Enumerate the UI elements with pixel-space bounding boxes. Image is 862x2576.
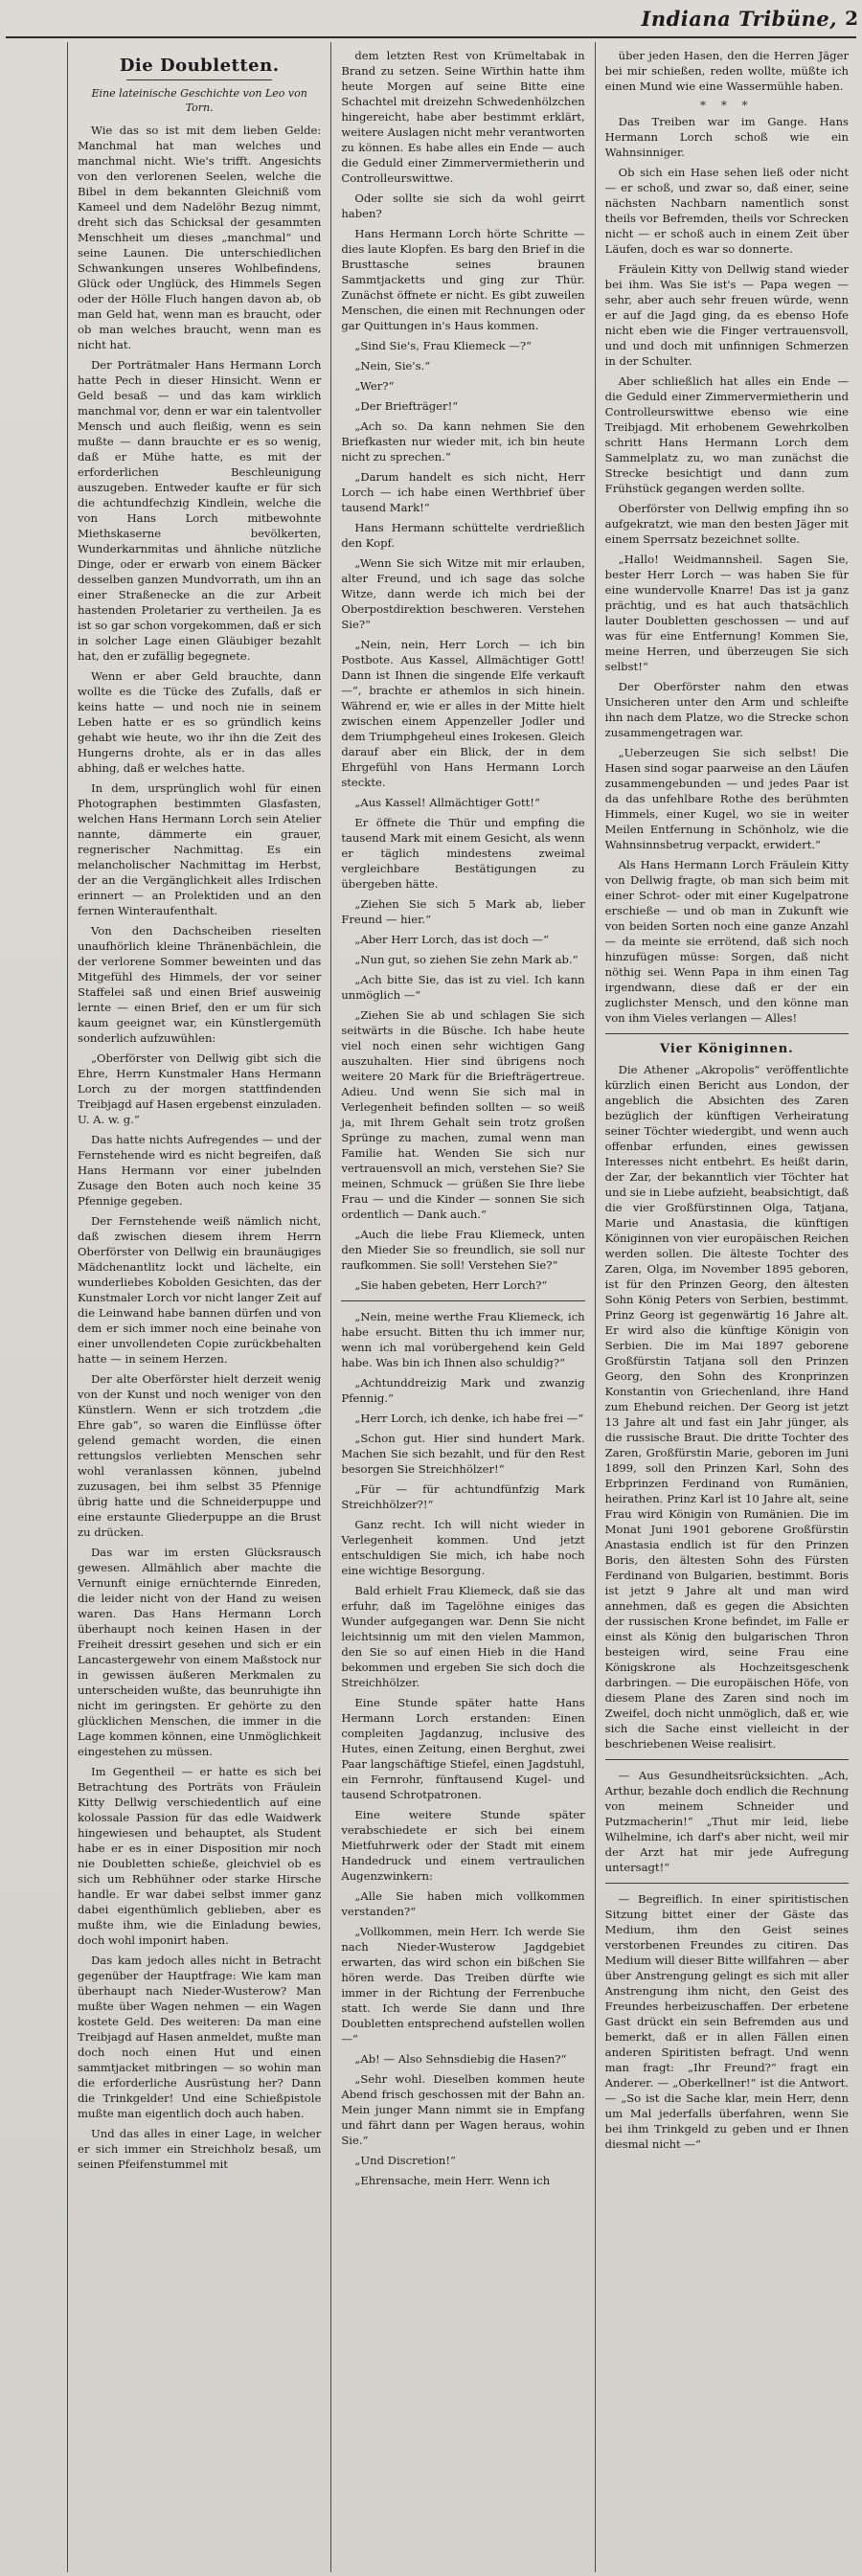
column-3	[595, 42, 858, 2572]
story-title: Die Doubletten.	[119, 56, 280, 76]
paragraph: „Ueberzeugen Sie sich selbst! Die Hasen sind sogar paarweise an den Läufen zusammengebunden — und jedes Paar ist da das unfehlbare Rothe des berühmten Himmels, einer Kugel, wo sie in weiter Meilen Entfernung in Schönholz, wie die Wahnsinnsbetrug verpackt, erwidert.“	[604, 746, 849, 851]
paragraph: Das war im ersten Glücksrausch gewesen. Allmählich aber machte die Vernunft einige ernüchternde Einreden, die leider nicht von der Hand zu weisen waren. Das Hans Hermann Lorch überhaupt noch keinen Hasen in der Freiheit dressirt gesehen und sich er ein Lancastergewehr von einem Maßstock nur in gewissen äußeren Merkmalen zu unterscheiden wußte, das beunruhigte ihn nicht im geringsten. Er gehörte zu den glücklichen Menschen, die immer in die Lage kommen können, eine Unmöglichkeit eingestehen zu müssen.	[78, 1546, 322, 1758]
paragraph: „Sie haben gebeten, Herr Lorch?“	[354, 1278, 548, 1292]
paragraph: — Begreiflich. In einer spiritistischen Sitzung bittet einer der Gäste das Medium, ihm den Geist seines verstorbenen Freundes zu citiren. Das Medium will dieser Bitte willfahren — aber über Anstrengung gelingt es sich mit aller Anstrengung ihm nicht, den Geist des Freundes herbeizuschaffen. Der erbetene Gast drückt ein sein Befremden aus und bemerkt, daß er in allen Fällen einen anderen Spiritisten befragt. Und wenn man fragt: „Ihr Freund?“ fragt ein Anderer. — „Oberkellner!“ ist die Antwort. — „So ist die Sache klar, mein Herr, denn um Mal jederfalls überfahren, wenn Sie bei ihm Trinkgeld zu geben und er Ihnen diesmal nicht —“	[604, 1892, 849, 2151]
paragraph: „Nein, Sie's.“	[354, 359, 431, 373]
paragraph: Hans Hermann Lorch hörte Schritte — dies laute Klopfen. Es barg den Brief in die Brusttasche seines braunen Sammtjacketts und ging zur Thür. Zunächst öffnete er nicht. Es gibt zuweilen Menschen, die einen mit Rechnungen oder gar Quittungen in's Haus kommen.	[341, 227, 585, 332]
article-columns	[67, 42, 858, 2572]
paragraph: Und das alles in einer Lage, in welcher er sich immer ein Streichholz besaß, um seinen Pfeifenstummel mit	[78, 2127, 322, 2171]
title-rule	[126, 79, 273, 80]
paragraph: „Hallo! Weidmannsheil. Sagen Sie, bester Herr Lorch — was haben Sie für eine wundervolle Knarre! Das ist ja ganz prächtig, und es hat auch thatsächlich lauter Doubletten geschossen — und auf was für eine Entfernung! Kommen Sie, meine Herren, und überzeugen Sie sich selbst!“	[604, 553, 849, 673]
paragraph: „Aber Herr Lorch, das ist doch —“	[354, 933, 550, 946]
paragraph: „Der Briefträger!“	[354, 399, 459, 413]
top-rule	[6, 36, 856, 38]
paragraph: „Ach bitte Sie, das ist zu viel. Ich kann unmöglich —“	[341, 973, 585, 1002]
masthead	[642, 6, 862, 31]
article-divider	[605, 1883, 849, 1884]
paragraph: Eine weitere Stunde später verabschiedete er sich bei einem Mietfuhrwerk oder der Stadt mit einem Handedruck und einem vertraulichen Augenzwinkern:	[341, 1808, 585, 1883]
section-title: Vier Königinnen.	[659, 1042, 794, 1056]
column-1	[67, 42, 330, 2572]
paragraph: Der Fernstehende weiß nämlich nicht, daß zwischen diesem ihrem Herrn Oberförster von Dellwig ein braunäugiges Mädchenantlitz lockt und lächelte, ein wunderliebes Kobolden Gesichten, das der Kunstmaler Lorch vor nicht langer Zeit auf die Leinwand habe bannen dürfen und von dem er sich immer noch eine beinahe von einer unvollendeten Copie zurückbehalten hatte — in seinem Herzen.	[78, 1214, 322, 1366]
paragraph: „Ab! — Also Sehnsdiebig die Hasen?“	[354, 2052, 567, 2066]
paragraph: dem letzten Rest von Krümeltabak in Brand zu setzen. Seine Wirthin hatte ihm heute Morgen auf seine Bitte eine Schachtel mit dreizehn Schwedenhölzchen hingereicht, habe aber bestimmt erklärt, weitere Auslagen nicht mehr verantworten zu können. Es habe alles ein Ende — auch die Geduld einer Zimmervermietherin und Controlleurswittwe.	[341, 49, 585, 185]
paragraph: „Herr Lorch, ich denke, ich habe frei —“	[354, 1412, 584, 1425]
paragraph: „Wenn Sie sich Witze mit mir erlauben, alter Freund, und ich sage das solche Witze, dann werde ich mich bei der Oberpostdirektion beschweren. Verstehen Sie?“	[341, 556, 585, 631]
paragraph: „Vollkommen, mein Herr. Ich werde Sie nach Nieder-Wusterow Jagdgebiet erwarten, das wird schon ein bißchen Sie hören werde. Das Treiben dürfte wie immer in der Richtung der Ferrenbuche statt. Ich werde Sie dann und Ihre Doubletten entsprechend aufstellen wollen —“	[341, 1925, 585, 2045]
paragraph: Ob sich ein Hase sehen ließ oder nicht — er schoß, und zwar so, daß einer, seine nächsten Nachbarn namentlich sonst theils vor Befremden, theils vor Schrecken nicht — er schoß auch in einem Zeit über Läufen, doch es war so donnerte.	[604, 166, 849, 256]
paragraph: „Oberförster von Dellwig gibt sich die Ehre, Herrn Kunstmaler Hans Hermann Lorch zu der morgen stattfindenden Treibjagd auf Hasen ergebenst einzuladen. U. A. w. g.“	[78, 1051, 322, 1126]
paragraph: Die Athener „Akropolis“ veröffentlichte kürzlich einen Bericht aus London, der angeblich die Absichten des Zaren bezüglich der künftigen Verheiratung seiner Töchter wiedergibt, und wenn auch offenbar erfunden, eines gewissen Interesses nicht entbehrt. Es heißt darin, der Zar, der bekanntlich vier Töchter hat und sie in Liebe aufzieht, beabsichtigt, daß die vier Großfürstinnen Olga, Tatjana, Marie und Anastasia, die künftigen Königinnen von vier europäischen Reichen werden sollen. Die älteste Tochter des Zaren, Olga, im November 1895 geboren, ist für den Prinzen Georg, den ältesten Sohn König Peters von Serbien, bestimmt. Prinz Georg ist gegenwärtig 16 Jahre alt. Er wird also die künftige Königin von Serbien. Die im Mai 1897 geborene Großfürstin Tatjana soll den Prinzen Georg, den Sohn des Kronprinzen Konstantin von Griechenland, ihre Hand zum Ehebund reichen. Der Georg ist jetzt 13 Jahre alt und fast ein Jahr jünger, als die russische Braut. Die dritte Tochter des Zaren, Großfürstin Marie, geboren im Juni 1899, soll den Prinzen Karl, Sohn des Erbprinzen Ferdinand von Rumänien, heirathen. Prinz Karl ist 10 Jahre alt, seine Frau wird Königin von Rumänien. Die im Monat Juni 1901 geborene Großfürstin Anastasia endlich ist für den Prinzen Boris, den ältesten Sohn des Fürsten Ferdinand von Bulgarien, bestimmt. Boris ist jetzt 9 Jahre alt und man wird annehmen, daß es gegen die Absichten der russischen Krone befindet, im Falle er einst als König den bulgarischen Thron besteigen wird, seine Frau eine Königskrone als Hochzeitsgeschenk darbringen. — Die europäischen Höfe, von diesem Plane des Zaren sind noch im Zweifel, doch nicht unmöglich, daß er, wie sich die Sache einst vielleicht in der beschriebenen Weise realisirt.	[604, 1063, 849, 1751]
paragraph: Er öffnete die Thür und empfing die tausend Mark mit einem Gesicht, als wenn er täglich mindestens zweimal vergleichbare Bestätigungen zu übergeben hätte.	[341, 816, 585, 891]
paragraph: Bald erhielt Frau Kliemeck, daß sie das erfuhr, daß im Tagelöhne einiges das Wunder aufgegangen war. Denn Sie nicht leichtsinnig um mit den vielen Mammon, den Sie so auf einen Hieb in die Hand bekommen und ergeben Sie sich doch die Streichhölzer.	[341, 1584, 585, 1689]
paragraph: „Für — für achtundfünfzig Mark Streichhölzer?!“	[341, 1482, 585, 1511]
paragraph: Wenn er aber Geld brauchte, dann wollte es die Tücke des Zufalls, daß er keins hatte — und noch nie in seinem Leben hatte er es so gründlich keins gehabt wie heute, wo ihr ihn die Zeit des Hungerns drohte, als er in das alles abhing, daß er welches hatte.	[78, 669, 322, 775]
scene-ornament: * * *	[700, 99, 754, 112]
paragraph: „Achtunddreizig Mark und zwanzig Pfennig.“	[341, 1376, 585, 1405]
paragraph: „Ach so. Da kann nehmen Sie den Briefkasten nur wieder mit, ich bin heute nicht zu sprechen.“	[341, 419, 585, 463]
paragraph: Oder sollte sie sich da wohl geirrt haben?	[341, 192, 585, 220]
paragraph: Hans Hermann schüttelte verdrießlich den Kopf.	[341, 521, 585, 550]
paragraph: Wie das so ist mit dem lieben Gelde: Manchmal hat man welches und manchmal nicht. Wie's trifft. Angesichts von den verlorenen Seelen, welche die Bibel in dem bekannten Gleichniß vom Kameel und dem Nadelöhr Bezug nimmt, dreht sich das Schicksal der gesammten Menschheit um dieses „manchmal“ und seine Launen. Die unterschiedlichen Schwankungen unseres Wohlbefindens, Glück oder Unglück, des Himmels Segen oder der Hölle Fluch hangen davon ab, ob man Geld hat, wenn man es braucht, oder ob man welches braucht, wenn man es nicht hat.	[78, 124, 322, 351]
paragraph: Eine Stunde später hatte Hans Hermann Lorch erstanden: Einen compleiten Jagdanzug, inclusive des Hutes, einen Zeitung, einen Berghut, zwei Paar langschäftige Stiefel, einen Jagdstuhl, ein Fernrohr, fünftausend Kugel- und tausend Schrotpatronen.	[341, 1696, 585, 1801]
paragraph: Das Treiben war im Gange. Hans Hermann Lorch schoß wie ein Wahnsinniger.	[604, 115, 849, 159]
paragraph: „Wer?“	[354, 379, 395, 393]
paragraph: Der alte Oberförster hielt derzeit wenig von der Kunst und noch weniger von den Künstlern. Wenn er sich trotzdem „die Ehre gab“, so waren die Einflüsse öfter gelend gemacht worden, die einen rettungslos verliebten Menschen sehr wohl veranlassen können, jubelnd zuzusagen, bei ihm selbst 35 Pfennige übrig hatte und die Schneiderpuppe und eine erstaunte Gliederpuppe an die Brust zu drücken.	[78, 1372, 322, 1539]
article-divider	[605, 1759, 849, 1760]
paragraph: „Nun gut, so ziehen Sie zehn Mark ab.“	[354, 953, 578, 966]
paragraph: Von den Dachscheiben rieselten unaufhörlich kleine Thränenbächlein, die der verlorene Sommer beweinten und das Mitgefühl des Himmels, der vor seiner Staffelei saß und einen Brief ausweinig lernte — einen Brief, den er um für sich kaum geeignet war, ein Künstlergemüth sonderlich aufzuwühlen:	[78, 924, 322, 1045]
paragraph: „Darum handelt es sich nicht, Herr Lorch — ich habe einen Werthbrief über tausend Mark!“	[341, 470, 585, 514]
paragraph: „Und Discretion!“	[354, 2154, 456, 2167]
paragraph: Oberförster von Dellwig empfing ihn so aufgekratzt, wie man den besten Jäger mit einem Sperrsatz bezeichnet sollte.	[604, 502, 849, 546]
column-2	[330, 42, 594, 2572]
article-divider	[341, 1300, 584, 1301]
paragraph: „Schon gut. Hier sind hundert Mark. Machen Sie sich bezahlt, und für den Rest besorgen Sie Streichhölzer!“	[341, 1432, 585, 1476]
paragraph: „Aus Kassel! Allmächtiger Gott!“	[354, 796, 540, 809]
paragraph: Fräulein Kitty von Dellwig stand wieder bei ihm. Was Sie ist's — Papa wegen — sehr, aber auch sehr freuen würde, wenn er auf die Jagd ging, da es ebenso Hofe nicht eben wie die Finger vertrauensvoll, und und doch mit unfinnigen Schmerzen in der Schulter.	[604, 262, 849, 368]
paragraph: In dem, ursprünglich wohl für einen Photographen bestimmten Glasfasten, welchen Hans Hermann Lorch sein Atelier nannte, dämmerte ein grauer, regnerischer Nachmittag. Es ein melancholischer Nachmittag im Herbst, der an die Vergänglichkeit alles Irdischen erinnert — an Prolektiden und an den fernen Winteraufenthalt.	[78, 781, 322, 917]
paragraph: Im Gegentheil — er hatte es sich bei Betrachtung des Porträts von Fräulein Kitty Dellwig verschiedentlich auf eine kolossale Passion für das edle Waidwerk hingewiesen und behauptet, als Student habe er es in einer Disposition mir noch nie Doubletten schieße, gleichviel ob es sich um Rebhühner oder starke Hirsche handle. Er war dabei selbst immer ganz dabei eigenthümlich geblieben, aber es mußte ihm, wie die Einladung bewies, doch wohl imponirt haben.	[78, 1765, 322, 1947]
paragraph: Der Oberförster nahm den etwas Unsicheren unter den Arm und schleifte ihn nach dem Platze, wo die Strecke schon zusammengetragen war.	[604, 680, 849, 739]
page-number: 2	[845, 7, 858, 30]
paragraph: „Ziehen Sie ab und schlagen Sie sich seitwärts in die Büsche. Ich habe heute viel noch einen sehr wichtigen Gang auszuhalten. Hier sind übrigens noch weitere 20 Mark für die Briefträgertreue. Adieu. Und wenn Sie sich mal in Verlegenheit befinden sollten — so weiß ja, mit Ihrem Gehalt sein trotz großen Sprünge zu machen, zumal wenn man Familie hat. Wenden Sie sich nur vertrauensvoll an mich, verstehen Sie? Sie meinen, Schmuck — grüßen Sie Ihre liebe Frau — und die Kinder — sonnen Sie sich ordentlich — Dank auch.“	[341, 1008, 585, 1221]
paragraph: Der Porträtmaler Hans Hermann Lorch hatte Pech in dieser Hinsicht. Wenn er Geld besaß — und das kam wirklich manchmal vor, denn er war ein talentvoller Mensch und auch fleißig, wenn es sein mußte — dann brauchte er es so wenig, daß er Mühe hatte, es mit der erforderlichen Beschleunigung auszugeben. Entweder kaufte er für sich die achtundfechzig Kindlein, welche die von Hans Lorch mitbewohnte Miethskaserne bevölkerten, Wunderkarnmitas und ähnliche nützliche Dinge, oder er erwarb von einem Bäcker desselben ganzen Mundvorrath, um ihn an einer Straßenecke an die zur Arbeit hastenden Proletarier zu vertheilen. Ja es ist so gar schon vorgekommen, daß er sich in solcher Lage einen Gläubiger bezahlt hat, den er zufällig begegnete.	[78, 358, 322, 663]
paragraph: „Ziehen Sie sich 5 Mark ab, lieber Freund — hier.“	[341, 897, 585, 926]
paragraph: „Nein, nein, Herr Lorch — ich bin Postbote. Aus Kassel, Allmächtiger Gott! Dann ist Ihnen die singende Elfe verkauft —“, brachte er athemlos in sich hinein. Während er, wie er alles in der Mitte hielt zwischen einem Appenzeller Jodler und dem Triumphgeheul eines Irokesen. Gleich darauf aber ein Blick, der in dem Ehrgefühl von Hans Hermann Lorch steckte.	[341, 638, 585, 789]
paragraph: „Ehrensache, mein Herr. Wenn ich	[354, 2174, 551, 2187]
paragraph: „Alle Sie haben mich vollkommen verstanden?“	[341, 1889, 585, 1918]
paragraph: Aber schließlich hat alles ein Ende — die Geduld einer Zimmervermietherin und Controlleurswittwe ebenso wie eine Treibjagd. Mit erhobenem Gewehrkolben schritt Hans Hermann Lorch dem Sammelplatz zu, wo man zunächst die Strecke besichtigt und dann zum Frühstück gegangen werden sollte.	[604, 374, 849, 495]
paragraph: Ganz recht. Ich will nicht wieder in Verlegenheit kommen. Und jetzt entschuldigen Sie mich, ich habe noch eine wichtige Besorgung.	[341, 1518, 585, 1577]
paragraph: „Sind Sie's, Frau Kliemeck —?“	[354, 339, 532, 352]
paragraph: „Nein, meine werthe Frau Kliemeck, ich habe ersucht. Bitten thu ich immer nur, wenn ich mal vorübergehend kein Geld habe. Was bin ich Ihnen also schuldig?“	[341, 1310, 585, 1369]
paragraph: Als Hans Hermann Lorch Fräulein Kitty von Dellwig fragte, ob man sich beim mit einer Schrot- oder mit einer Kugelpatrone erschieße — und ob man in Zukunft wie von beiden Sorten noch eine ganze Anzahl — da meinte sie errötend, daß sich noch hinzufügen müsse: Sorgen, daß nicht nöthig sei. Wenn Papa in ihm einen Tag irgendwann, diese daß er der ein zuglichster Mensch, und den könne man von ihm Vieles verlangen — Alles!	[604, 858, 849, 1025]
paragraph: Das hatte nichts Aufregendes — und der Fernstehende wird es nicht begreifen, daß Hans Hermann vor einer jubelnden Zusage den Boten auch noch keine 35 Pfennige gegeben.	[78, 1133, 322, 1208]
paragraph: „Sehr wohl. Dieselben kommen heute Abend frisch geschossen mit der Bahn an. Mein junger Mann nimmt sie in Empfang und fährt dann per Wagen heraus, wohin Sie.“	[341, 2072, 585, 2147]
paragraph: Das kam jedoch alles nicht in Betracht gegenüber der Hauptfrage: Wie kam man überhaupt nach Nieder-Wusterow? Man mußte über Wagen nehmen — ein Wagen kostete Geld. Des weiteren: Da man eine Treibjagd auf Hasen anmeldet, mußte man doch noch einen Hut und einen sammtjacket mitbringen — so wohin man die erforderliche Ausrüstung her? Dann die Trinkgelder! Und eine Schießpistole mußte man eigentlich doch auch haben.	[78, 1954, 322, 2120]
paragraph: „Auch die liebe Frau Kliemeck, unten den Mieder Sie so freundlich, sie soll nur raufkommen. Sie soll! Verstehen Sie?“	[341, 1228, 585, 1272]
story-subtitle: Eine lateinische Geschichte von Leo von Torn.	[91, 87, 307, 114]
paragraph: über jeden Hasen, den die Herren Jäger bei mir schießen, reden wollte, müßte ich einen Mund wie eine Wassermühle haben.	[604, 49, 849, 93]
section-divider	[605, 1033, 849, 1034]
newspaper-title: Indiana Tribüne,	[641, 6, 838, 31]
paragraph: — Aus Gesundheitsrücksichten. „Ach, Arthur, bezahle doch endlich die Rechnung von meinem Schneider und Putzmacherin!“ „Thut mir leid, liebe Wilhelmine, ich darf's aber nicht, weil mir der Arzt hat mir jede Aufregung untersagt!“	[604, 1769, 849, 1874]
